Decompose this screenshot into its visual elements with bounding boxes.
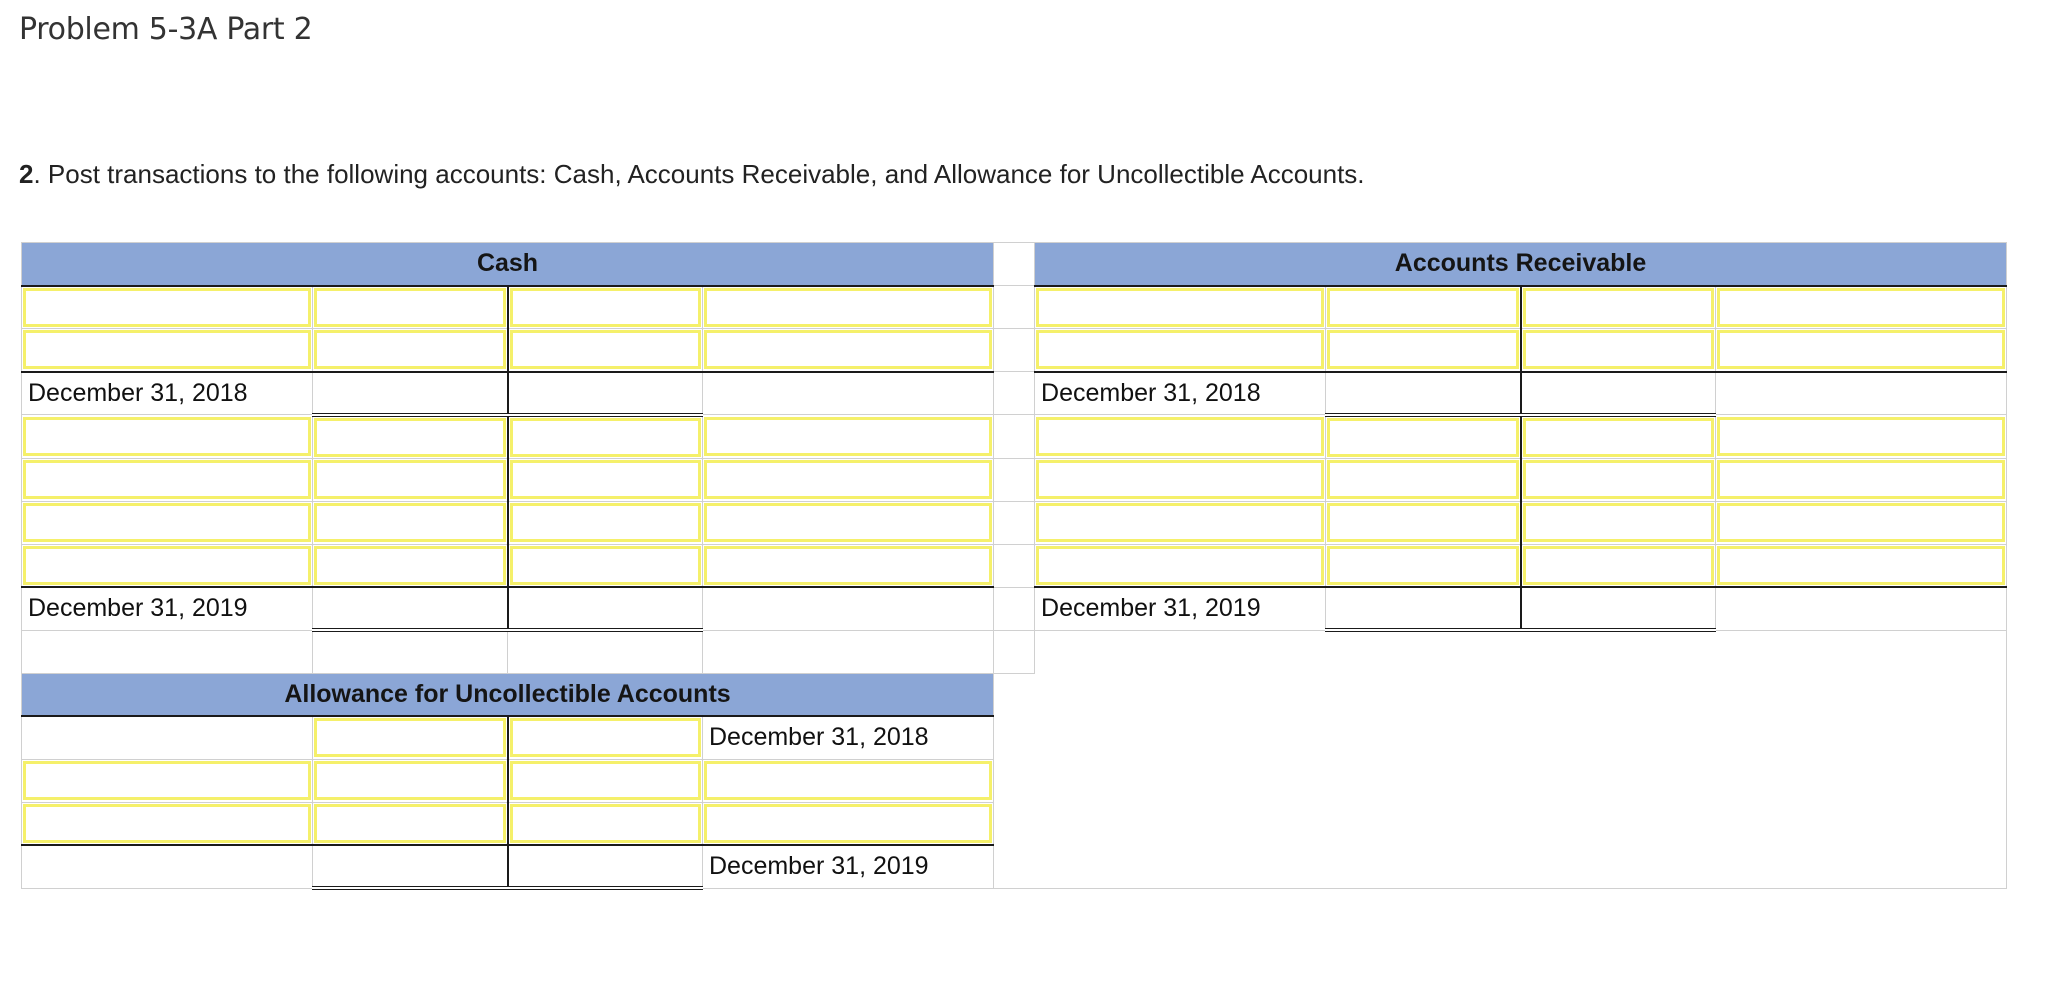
cash-balance-label: December 31, 2018: [22, 372, 313, 415]
cash-credit-amount-input[interactable]: [510, 546, 702, 585]
ar-debit-desc-cell: [1035, 415, 1326, 459]
cash-debit-desc-cell: [22, 329, 313, 372]
gap-cell: [994, 329, 1035, 372]
accounts-receivable-header: Accounts Receivable: [1035, 243, 2007, 286]
ar-credit-amount-cell: [1521, 415, 1716, 459]
allowance-balance-row: [22, 845, 2007, 888]
cash-debit-amount-cell: [313, 415, 508, 459]
blank-area: [1716, 802, 2007, 845]
ar-credit-desc-input[interactable]: [1717, 330, 2005, 369]
ar-debit-desc-cell: [1035, 286, 1326, 329]
ar-credit-desc-input[interactable]: [1717, 546, 2005, 585]
ar-debit-amount-input[interactable]: [1327, 503, 1519, 542]
cash-credit-desc-input[interactable]: [704, 288, 992, 327]
cash-credit-desc-input[interactable]: [704, 546, 992, 585]
ar-balance-label: December 31, 2019: [1035, 587, 1326, 630]
blank-area: [1716, 845, 2007, 888]
ar-credit-amount-cell: [1521, 501, 1716, 544]
cash-credit-desc-input[interactable]: [704, 503, 992, 542]
ar-debit-amount-input[interactable]: [1327, 546, 1519, 585]
ar-debit-desc-cell: [1035, 544, 1326, 587]
ar-credit-amount-input[interactable]: [1523, 546, 1715, 585]
allowance-balance-label: December 31, 2019: [703, 845, 994, 888]
ar-credit-desc-cell: [1716, 286, 2007, 329]
cash-credit-desc-cell: [703, 415, 994, 459]
ar-credit-desc-cell: [1716, 329, 2007, 372]
ar-balance-blank-cell: [1716, 587, 2007, 630]
cash-credit-desc-input[interactable]: [704, 330, 992, 369]
cash-debit-amount-cell: [313, 458, 508, 501]
spacer-cell: [1326, 630, 1521, 673]
cash-debit-desc-input[interactable]: [23, 288, 311, 327]
cash-credit-desc-cell: [703, 329, 994, 372]
cash-balance-credit-cell: [508, 372, 703, 415]
cash-credit-amount-cell: [508, 458, 703, 501]
gap-cell: [994, 372, 1035, 415]
cash-credit-amount-cell: [508, 415, 703, 459]
header-row: [22, 243, 2007, 286]
allowance-debit-amount-input[interactable]: [314, 761, 506, 800]
blank-area: [994, 845, 1716, 888]
allowance-header-row: [22, 673, 2007, 716]
allowance-debit-amount-cell: [313, 759, 508, 802]
allowance-debit-amount-cell: [313, 802, 508, 845]
spacer-cell: [508, 630, 703, 673]
allowance-credit-amount-input[interactable]: [510, 804, 702, 843]
allowance-debit-desc-input[interactable]: [23, 761, 311, 800]
gap-cell: [994, 243, 1035, 286]
ar-debit-amount-cell: [1326, 501, 1521, 544]
cash-credit-amount-input[interactable]: [510, 418, 702, 457]
cash-balance-debit-cell: [313, 372, 508, 415]
cash-debit-desc-cell: [22, 458, 313, 501]
cash-debit-amount-input[interactable]: [314, 460, 506, 499]
ar-credit-desc-cell: [1716, 458, 2007, 501]
ar-debit-amount-cell: [1326, 415, 1521, 459]
ar-debit-amount-cell: [1326, 544, 1521, 587]
spacer-cell: [703, 630, 994, 673]
blank-area: [994, 802, 1716, 845]
allowance-credit-desc-cell: [703, 759, 994, 802]
page-title: Problem 5-3A Part 2: [19, 12, 313, 47]
ar-debit-amount-input[interactable]: [1327, 330, 1519, 369]
cash-account-header: Cash: [22, 243, 994, 286]
cash-debit-amount-input[interactable]: [314, 330, 506, 369]
entry-row: [22, 415, 2007, 459]
gap-cell: [994, 286, 1035, 329]
cash-debit-desc-cell: [22, 415, 313, 459]
cash-debit-desc-input[interactable]: [23, 417, 311, 456]
ar-debit-desc-input[interactable]: [1036, 330, 1324, 369]
ar-debit-desc-input[interactable]: [1036, 288, 1324, 327]
allowance-balance-row: [22, 716, 2007, 759]
spacer-row: [22, 630, 2007, 673]
ar-credit-amount-input[interactable]: [1523, 330, 1715, 369]
allowance-credit-desc-input[interactable]: [704, 804, 992, 843]
cash-balance-label: December 31, 2019: [22, 587, 313, 630]
allowance-debit-desc-cell: [22, 802, 313, 845]
cash-debit-desc-input[interactable]: [23, 546, 311, 585]
allowance-credit-amount-cell: [508, 802, 703, 845]
ar-balance-debit-cell: [1326, 587, 1521, 630]
allowance-entry-row: [22, 759, 2007, 802]
cash-debit-desc-input[interactable]: [23, 330, 311, 369]
balance-row: [22, 372, 2007, 415]
blank-area: [994, 759, 1716, 802]
allowance-entry-row: [22, 802, 2007, 845]
allowance-balance-label: December 31, 2018: [703, 716, 994, 759]
cash-debit-desc-cell: [22, 544, 313, 587]
cash-credit-desc-input[interactable]: [704, 460, 992, 499]
entry-row: [22, 329, 2007, 372]
ar-credit-desc-input[interactable]: [1717, 460, 2005, 499]
ar-credit-desc-cell: [1716, 501, 2007, 544]
ar-debit-amount-input[interactable]: [1327, 288, 1519, 327]
ar-debit-desc-input[interactable]: [1036, 417, 1324, 456]
ar-debit-desc-input[interactable]: [1036, 546, 1324, 585]
cash-credit-desc-cell: [703, 501, 994, 544]
ar-balance-debit-cell: [1326, 372, 1521, 415]
cash-credit-amount-input[interactable]: [510, 460, 702, 499]
allowance-debit-desc-cell: [22, 759, 313, 802]
ar-credit-amount-cell: [1521, 286, 1716, 329]
ar-debit-amount-cell: [1326, 458, 1521, 501]
cash-balance-debit-cell: [313, 587, 508, 630]
entry-row: [22, 458, 2007, 501]
allowance-balance-credit-cell: [508, 716, 703, 759]
blank-area: [994, 716, 1716, 759]
cash-debit-amount-input[interactable]: [314, 418, 506, 457]
spacer-cell: [22, 630, 313, 673]
ar-balance-credit-cell: [1521, 372, 1716, 415]
ar-credit-amount-cell: [1521, 544, 1716, 587]
allowance-balance-blank-cell: [22, 716, 313, 759]
ar-balance-label: December 31, 2018: [1035, 372, 1326, 415]
spacer-cell: [994, 630, 1035, 673]
spacer-cell: [1521, 630, 1716, 673]
allowance-balance-blank-cell: [22, 845, 313, 888]
cash-credit-amount-input[interactable]: [510, 330, 702, 369]
entry-row: [22, 544, 2007, 587]
allowance-debit-amount-input[interactable]: [314, 804, 506, 843]
ar-credit-desc-cell: [1716, 415, 2007, 459]
ar-debit-desc-input[interactable]: [1036, 503, 1324, 542]
ar-debit-desc-cell: [1035, 458, 1326, 501]
allowance-balance-credit-cell: [508, 845, 703, 888]
cash-credit-desc-cell: [703, 544, 994, 587]
gap-cell: [994, 544, 1035, 587]
spacer-cell: [1716, 630, 2007, 673]
allowance-balance-credit-input[interactable]: [510, 718, 702, 757]
spacer-cell: [313, 630, 508, 673]
cash-credit-amount-cell: [508, 501, 703, 544]
ar-credit-amount-input[interactable]: [1523, 460, 1715, 499]
allowance-credit-amount-cell: [508, 759, 703, 802]
cash-credit-amount-input[interactable]: [510, 288, 702, 327]
ar-credit-amount-input[interactable]: [1523, 503, 1715, 542]
spacer-cell: [1035, 630, 1326, 673]
allowance-credit-desc-cell: [703, 802, 994, 845]
cash-debit-amount-input[interactable]: [314, 546, 506, 585]
ar-credit-desc-input[interactable]: [1717, 288, 2005, 327]
ar-credit-amount-cell: [1521, 329, 1716, 372]
allowance-debit-desc-input[interactable]: [23, 804, 311, 843]
ar-credit-desc-cell: [1716, 544, 2007, 587]
ar-debit-amount-input[interactable]: [1327, 418, 1519, 457]
blank-area: [1716, 673, 2007, 716]
ar-balance-credit-cell: [1521, 587, 1716, 630]
ar-debit-desc-cell: [1035, 501, 1326, 544]
entry-row: [22, 501, 2007, 544]
cash-debit-amount-cell: [313, 329, 508, 372]
ar-credit-amount-input[interactable]: [1523, 288, 1715, 327]
cash-debit-desc-cell: [22, 501, 313, 544]
instruction-text: [19, 159, 1365, 190]
cash-credit-amount-cell: [508, 286, 703, 329]
ar-credit-amount-input[interactable]: [1523, 418, 1715, 457]
ar-debit-desc-input[interactable]: [1036, 460, 1324, 499]
allowance-credit-amount-input[interactable]: [510, 761, 702, 800]
balance-row: [22, 587, 2007, 630]
instruction-body: . Post transactions to the following accounts: Cash, Accounts Receivable, and Allowance for Uncollectible Accounts.: [33, 159, 1365, 189]
gap-cell: [994, 458, 1035, 501]
cash-credit-amount-cell: [508, 329, 703, 372]
gap-cell: [994, 415, 1035, 459]
cash-debit-desc-input[interactable]: [23, 503, 311, 542]
instruction-number: 2: [19, 159, 34, 189]
gap-cell: [994, 587, 1035, 630]
blank-area: [1716, 716, 2007, 759]
cash-balance-blank-cell: [703, 587, 994, 630]
cash-credit-desc-input[interactable]: [704, 417, 992, 456]
ar-debit-amount-input[interactable]: [1327, 460, 1519, 499]
blank-area: [1716, 759, 2007, 802]
cash-credit-amount-cell: [508, 544, 703, 587]
allowance-balance-debit-input[interactable]: [314, 718, 506, 757]
cash-debit-amount-cell: [313, 544, 508, 587]
cash-debit-desc-input[interactable]: [23, 460, 311, 499]
cash-balance-blank-cell: [703, 372, 994, 415]
cash-debit-amount-input[interactable]: [314, 288, 506, 327]
ar-balance-blank-cell: [1716, 372, 2007, 415]
cash-credit-desc-cell: [703, 458, 994, 501]
t-accounts-table: [21, 242, 2007, 890]
entry-row: [22, 286, 2007, 329]
cash-debit-desc-cell: [22, 286, 313, 329]
cash-credit-amount-input[interactable]: [510, 503, 702, 542]
ar-debit-amount-cell: [1326, 286, 1521, 329]
ar-debit-amount-cell: [1326, 329, 1521, 372]
ar-credit-amount-cell: [1521, 458, 1716, 501]
cash-debit-amount-cell: [313, 501, 508, 544]
blank-area: [994, 673, 1716, 716]
ar-debit-desc-cell: [1035, 329, 1326, 372]
cash-debit-amount-input[interactable]: [314, 503, 506, 542]
cash-balance-credit-cell: [508, 587, 703, 630]
ar-credit-desc-input[interactable]: [1717, 417, 2005, 456]
allowance-account-header: Allowance for Uncollectible Accounts: [22, 673, 994, 716]
ar-credit-desc-input[interactable]: [1717, 503, 2005, 542]
cash-credit-desc-cell: [703, 286, 994, 329]
allowance-balance-debit-cell: [313, 845, 508, 888]
gap-cell: [994, 501, 1035, 544]
allowance-credit-desc-input[interactable]: [704, 761, 992, 800]
cash-debit-amount-cell: [313, 286, 508, 329]
allowance-balance-debit-cell: [313, 716, 508, 759]
